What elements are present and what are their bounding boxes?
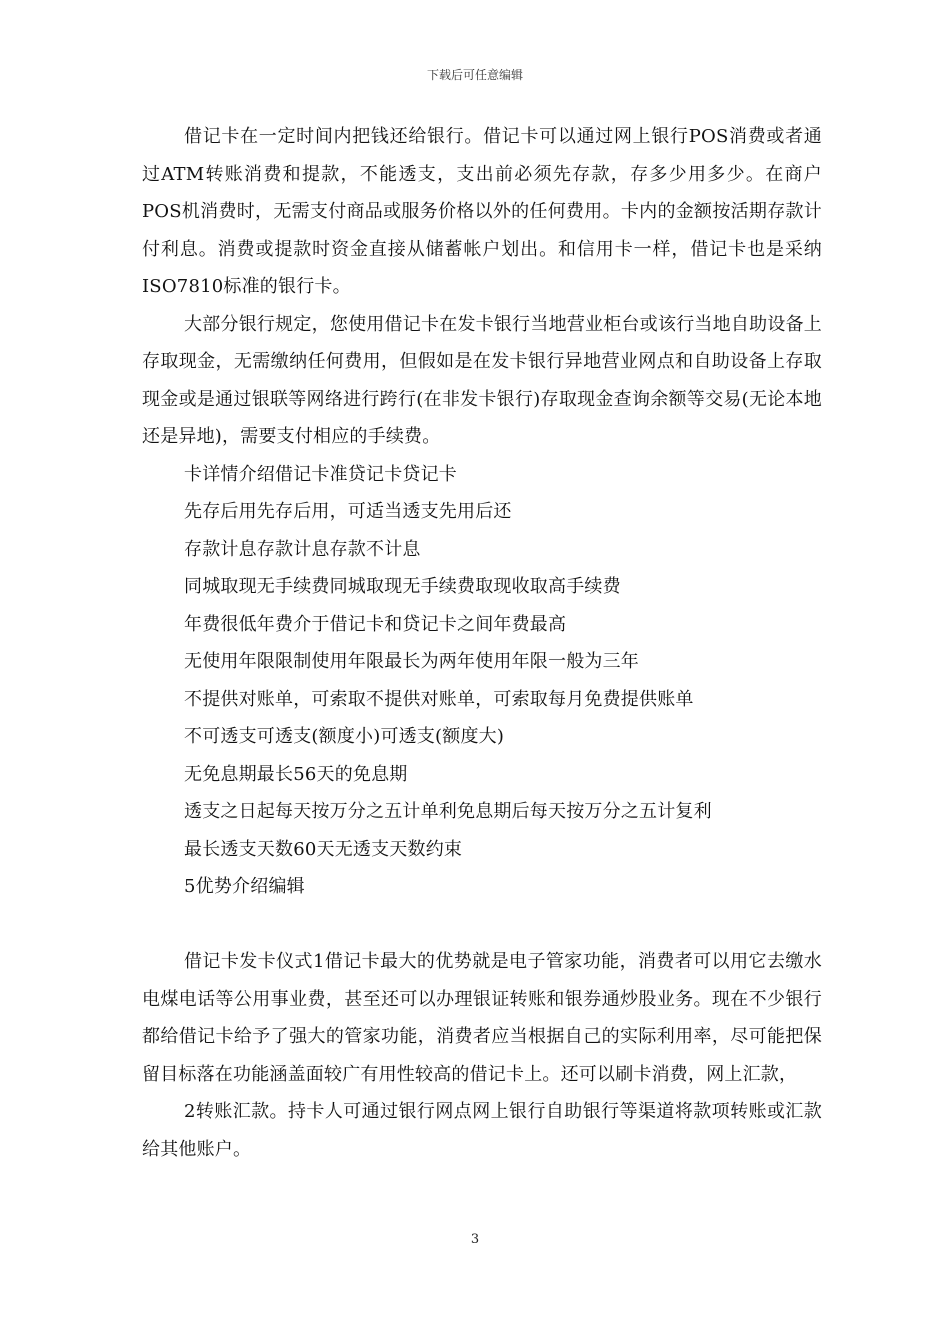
comparison-row: 最长透支天数60天无透支天数约束	[184, 838, 463, 860]
paragraph: 借记卡发卡仪式1借记卡最大的优势就是电子管家功能，消费者可以用它去缴水电煤电话等公用事业费，甚至还可以办理银证转账和银券通炒股业务。现在不少银行都给借记卡给予了强大的管家功能，消费者应当根据自己的实际利用率，尽可能把保留目标落在功能涵盖面较广有用性较高的借记卡上。还可以刷卡消费，网上汇款，	[142, 951, 822, 1085]
comparison-row: 透支之日起每天按万分之五计单利免息期后每天按万分之五计复利	[184, 801, 712, 822]
comparison-row: 存款计息存款计息存款不计息	[184, 538, 421, 560]
page-number: 3	[470, 1232, 480, 1247]
document-body	[142, 118, 822, 1168]
section-heading: 5优势介绍编辑	[184, 876, 305, 897]
page-header: 下载后可任意编辑	[426, 68, 523, 82]
paragraph: 2转账汇款。持卡人可通过银行网点网上银行自助银行等渠道将款项转账或汇款给其他账户。	[142, 1101, 822, 1160]
blank-line	[142, 906, 822, 944]
paragraph: 借记卡在一定时间内把钱还给银行。借记卡可以通过网上银行POS消费或者通过ATM转账消费和提款，不能透支，支出前必须先存款，存多少用多少。在商户POS机消费时，无需支付商品或服务价格以外的任何费用。卡内的金额按活期存款计付利息。消费或提款时资金直接从储蓄帐户划出。和信用卡一样，借记卡也是采纳ISO7810标准的银行卡。	[142, 126, 822, 297]
comparison-row: 无使用年限限制使用年限最长为两年使用年限一般为三年	[184, 651, 639, 672]
comparison-row: 无免息期最长56天的免息期	[184, 763, 408, 785]
comparison-row: 不提供对账单，可索取不提供对账单，可索取每月免费提供账单	[184, 688, 694, 710]
comparison-row: 卡详情介绍借记卡准贷记卡贷记卡	[184, 463, 457, 485]
comparison-row: 年费很低年费介于借记卡和贷记卡之间年费最高	[184, 613, 567, 635]
comparison-row: 同城取现无手续费同城取现无手续费取现收取高手续费	[184, 576, 621, 597]
comparison-row: 先存后用先存后用，可适当透支先用后还	[184, 501, 512, 522]
paragraph: 大部分银行规定，您使用借记卡在发卡银行当地营业柜台或该行当地自助设备上存取现金，无需缴纳任何费用，但假如是在发卡银行异地营业网点和自助设备上存取现金或是通过银联等网络进行跨行(在非发卡银行)存取现金查询余额等交易(无论本地还是异地)，需要支付相应的手续费。	[142, 313, 822, 447]
comparison-row: 不可透支可透支(额度小)可透支(额度大)	[184, 726, 505, 747]
